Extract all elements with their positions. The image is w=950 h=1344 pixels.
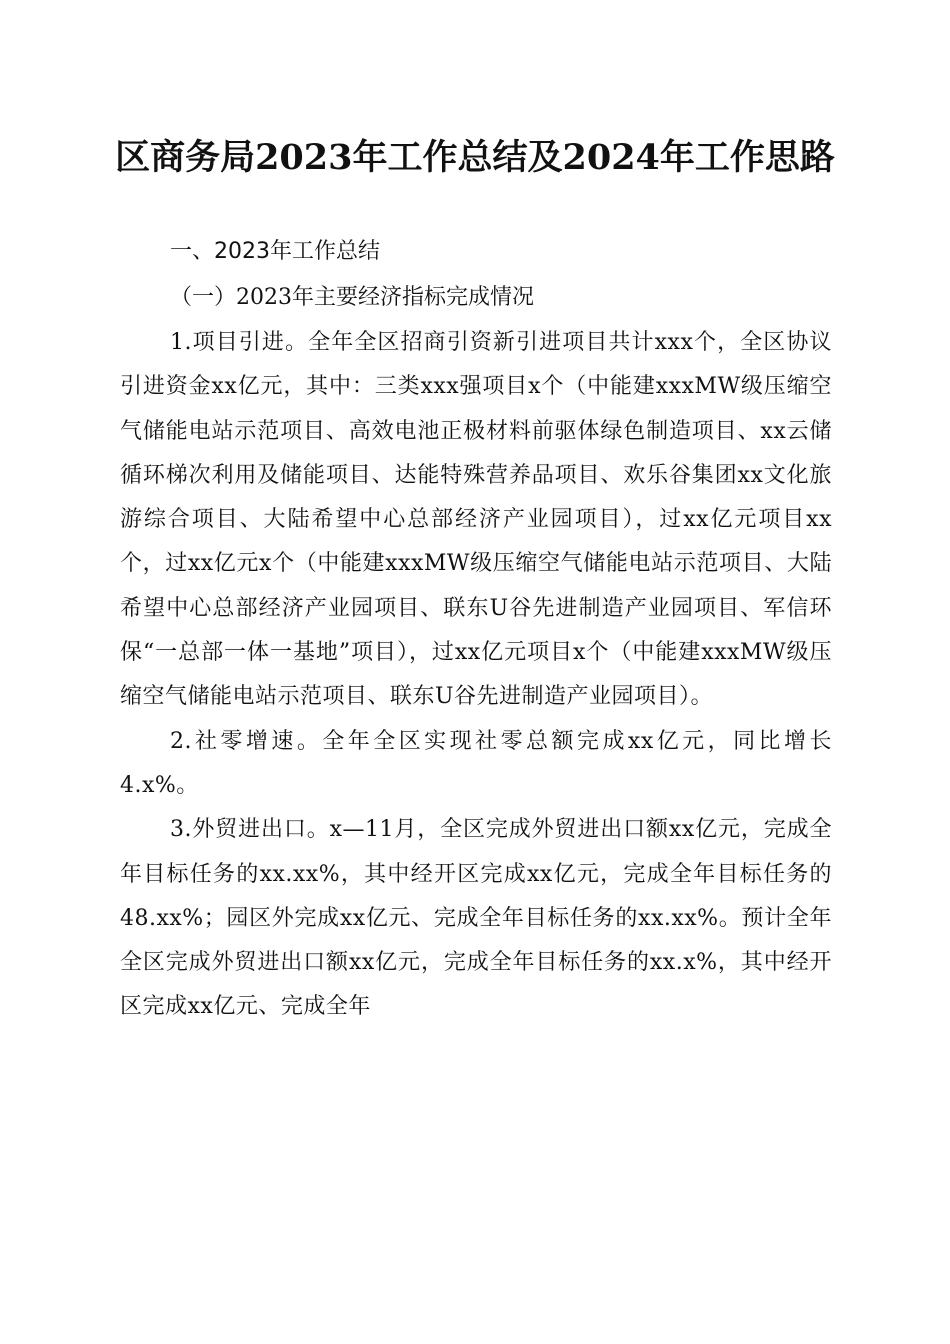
paragraph-retail-growth: 2.社零增速。全年全区实现社零总额完成xx亿元，同比增长4.x%。 [120, 728, 832, 798]
document-title: 区商务局2023年工作总结及2024年工作思路 [115, 137, 835, 178]
paragraph-project-introduction: 1.项目引进。全年全区招商引资新引进项目共计xxx个，全区协议引进资金xx亿元，其中：三类xxx强项目x个（中能建xxxMW级压缩空气储能电站示范项目、高效电池正极材料前驱体绿色制造项目、xx云储循环梯次利用及储能项目、达能特殊营养品项目、欢乐谷集团xx文化旅游综合项目、大陆希望中心总部经济产业园项目），过xx亿元项目xx个，过xx亿元x个（中能建xxxMW级压缩空气储能电站示范项目、大陆希望中心总部经济产业园项目、联东U谷先进制造产业园项目、军信环保“一总部一体一基地”项目），过xx亿元项目x个（中能建xxxMW级压缩空气储能电站示范项目、联东U谷先进制造产业园项目）。 [120, 330, 832, 710]
paragraph-foreign-trade: 3.外贸进出口。x—11月，全区完成外贸进出口额xx亿元，完成全年目标任务的xx.xx%，其中经开区完成xx亿元，完成全年目标任务的48.xx%；园区外完成xx亿元、完成全年目标任务的xx.xx%。预计全年全区完成外贸进出口额xx亿元，完成全年目标任务的xx.x%，其中经开区完成xx亿元、完成全年 [120, 817, 832, 1020]
section-heading-work-summary: 一、2023年工作总结 [170, 239, 380, 264]
subsection-heading-economic-indicators: （一）2023年主要经济指标完成情况 [170, 285, 534, 310]
document-body [120, 321, 832, 1030]
